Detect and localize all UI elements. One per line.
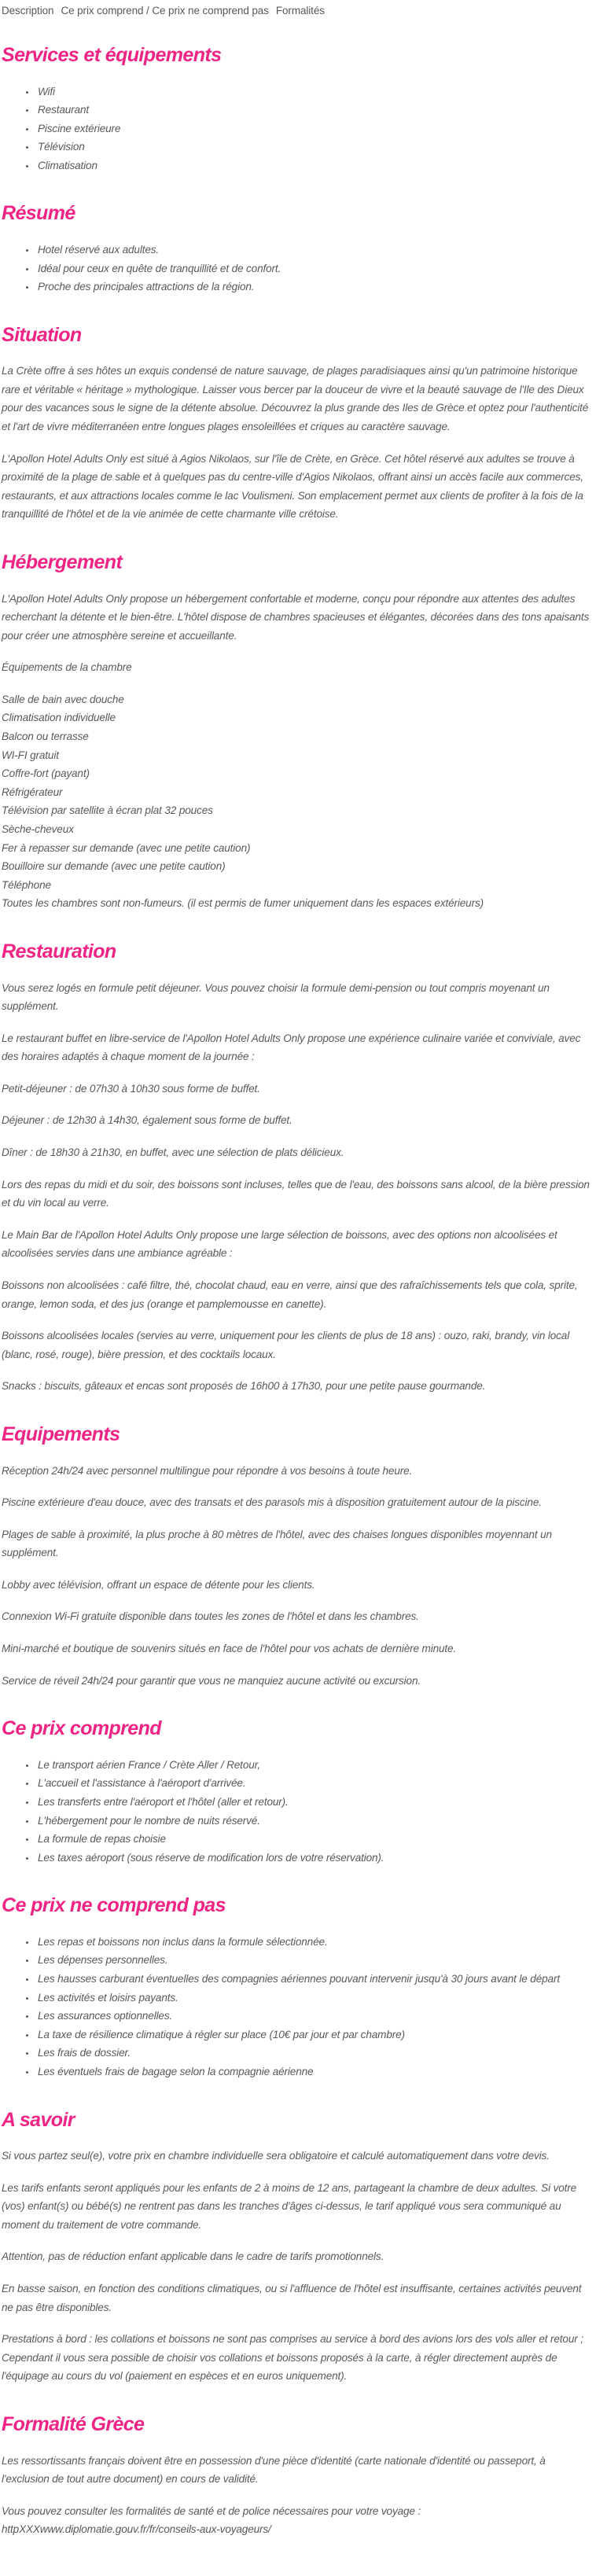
list-item: • Les hausses carburant éventuelles des compagnies aériennes pouvant intervenir jusqu'à 30 jours avant le départ	[36, 1970, 594, 1989]
paragraph: Attention, pas de réduction enfant applicable dans le cadre de tarifs promotionnels.	[2, 2250, 384, 2263]
list-item: • Proche des principales attractions de la région.	[36, 278, 594, 296]
paragraph: Vous serez logés en formule petit déjeuner. Vous pouvez choisir la formule demi-pension ou tout compris moyenant un supplément.	[2, 981, 550, 1013]
list-item: • L'accueil et l'assistance à l'aéroport d'arrivée.	[36, 1774, 594, 1793]
section-title-equipements: Equipements	[2, 1423, 120, 1445]
tab-description[interactable]: Description	[2, 5, 54, 17]
consult-text: Vous pouvez consulter les formalités de santé et de police nécessaires pour votre voyage :	[2, 2504, 421, 2517]
tab-formalites[interactable]: Formalités	[275, 5, 325, 17]
room-equipment-subheading: Équipements de la chambre	[2, 661, 132, 674]
section-resume	[2, 203, 594, 296]
paragraph: Le Main Bar de l'Apollon Hotel Adults Only propose une large sélection de boissons, avec des options non alcoolisées et alcoolisées servies dans une ambiance agréable :	[2, 1228, 557, 1260]
list-item: • La taxe de résilience climatique à régler sur place (10€ par jour et par chambre)	[36, 2026, 594, 2044]
list-item: Balcon ou terrasse	[2, 730, 89, 743]
paragraph: Dîner : de 18h30 à 21h30, en buffet, avec une sélection de plats délicieux.	[2, 1146, 344, 1159]
paragraph: Lors des repas du midi et du soir, des boissons sont incluses, telles que de l'eau, des boissons sans alcool, de la bière pression et du vin local au verre.	[2, 1178, 590, 1209]
list-item: • Les activités et loisirs payants.	[36, 1989, 594, 2007]
section-title-services: Services et équipements	[2, 44, 222, 66]
list-item: Coffre-fort (payant)	[2, 767, 90, 780]
section-title-prix-comprend: Ce prix comprend	[2, 1717, 161, 1740]
section-equipements	[2, 1424, 594, 1690]
list-item: Salle de bain avec douche	[2, 693, 124, 705]
list-item: • Wifi	[36, 83, 594, 101]
list-item: • Les dépenses personnelles.	[36, 1951, 594, 1970]
paragraph: Prestations à bord : les collations et boissons ne sont pas comprises au service à bord des avions lors des vols aller et retour ; Cependant il vous sera possible de choisir vos collations et boissons proposés à la carte, à régler directement auprès de l'équipage au cours du vol (paiement en espèces et en euros uniquement).	[2, 2333, 583, 2383]
section-formalite-grece	[2, 2414, 594, 2539]
paragraph: Snacks : biscuits, gâteaux et encas sont proposés de 16h00 à 17h30, pour une petite pause gourmande.	[2, 1380, 486, 1393]
travel-advice-url[interactable]: httpXXXwww.diplomatie.gouv.fr/fr/conseils-aux-voyageurs/	[2, 2523, 271, 2536]
paragraph: La Crète offre à ses hôtes un exquis condensé de nature sauvage, de plages paradisiaques ainsi qu'un patrimoine historique rare et véritable « héritage » mythologique. Laisser vous bercer par la douceur de vivre et la beauté sauvage de l'Ile des Dieux pour des vacances sous le signe de la détente absolue. Découvrez la plus grande des Iles de Grèce et optez pour l'authenticité et l'art de vivre méditerranéen entre longues plages ensoleillées et criques au caractère sauvage.	[2, 365, 589, 433]
paragraph: Le restaurant buffet en libre-service de l'Apollon Hotel Adults Only propose une expérience culinaire variée et conviviale, avec des horaires adaptés à chaque moment de la journée :	[2, 1032, 581, 1063]
services-list	[2, 83, 594, 175]
paragraph: Plages de sable à proximité, la plus proche à 80 mètres de l'hôtel, avec des chaises longues disponibles moyennant un supplément.	[2, 1528, 552, 1559]
paragraph: Mini-marché et boutique de souvenirs situés en face de l'hôtel pour vos achats de dernière minute.	[2, 1643, 457, 1655]
paragraph: Petit-déjeuner : de 07h30 à 10h30 sous forme de buffet.	[2, 1082, 260, 1095]
section-prix-comprend	[2, 1718, 594, 1867]
section-title-situation: Situation	[2, 323, 82, 346]
section-title-prix-ne-comprend-pas: Ce prix ne comprend pas	[2, 1894, 226, 1917]
paragraph: Les ressortissants français doivent être en possession d'une pièce d'identité (carte nationale d'identité ou passeport, à l'exclusion de tout autre document) en cours de validité.	[2, 2454, 546, 2486]
list-item: Bouilloire sur demande (avec une petite caution)	[2, 860, 226, 873]
section-restauration	[2, 941, 594, 1396]
list-item: Téléphone	[2, 878, 51, 891]
list-item: • Le transport aérien France / Crète Aller / Retour,	[36, 1756, 594, 1775]
paragraph: L'Apollon Hotel Adults Only propose un hébergement confortable et moderne, conçu pour répondre aux attentes des adultes recherchant la détente et le bien-être. L'hôtel dispose de chambres spacieuses et élégantes, décorées dans des tons apaisants pour créer une atmosphère sereine et accueillante.	[2, 592, 590, 642]
list-item: • Les transferts entre l'aéroport et l'hôtel (aller et retour).	[36, 1793, 594, 1812]
list-item: • Les éventuels frais de bagage selon la compagnie aérienne	[36, 2063, 594, 2081]
list-item: • Climatisation	[36, 156, 594, 175]
section-a-savoir	[2, 2110, 594, 2386]
paragraph: Lobby avec télévision, offrant un espace de détente pour les clients.	[2, 1578, 315, 1591]
room-equipment-list	[2, 690, 594, 913]
list-item: • Les assurances optionnelles.	[36, 2007, 594, 2026]
section-title-a-savoir: A savoir	[2, 2108, 75, 2131]
list-item: • L'hébergement pour le nombre de nuits réservé.	[36, 1812, 594, 1831]
list-item: Télévision par satellite à écran plat 32 pouces	[2, 804, 213, 817]
resume-list	[2, 241, 594, 296]
paragraph: Déjeuner : de 12h30 à 14h30, également sous forme de buffet.	[2, 1114, 292, 1127]
paragraph: L'Apollon Hotel Adults Only est situé à Agios Nikolaos, sur l'île de Crète, en Grèce. Cet hôtel réservé aux adultes se trouve à proximité de la plage de sable et à quelques pas du centre-ville d'Agios Nikolaos, offrant ainsi un accès facile aux commerces, restaurants, et aux attractions locales comme le lac Voulismeni. Son emplacement permet aux clients de profiter à la fois de la tranquillité de l'hôtel et de la vie animée de cette charmante ville crétoise.	[2, 452, 583, 521]
paragraph: Service de réveil 24h/24 pour garantir que vous ne manquiez aucune activité ou excursion.	[2, 1674, 421, 1687]
list-item: • Télévision	[36, 138, 594, 156]
paragraph-consult	[2, 2502, 594, 2539]
list-item: Climatisation individuelle	[2, 712, 116, 724]
paragraph: Boissons alcoolisées locales (servies au verre, uniquement pour les clients de plus de 18 ans) : ouzo, raki, brandy, vin local (blanc, rosé, rouge), bière pression, et des cocktails locaux.	[2, 1330, 570, 1360]
paragraph: Si vous partez seul(e), votre prix en chambre individuelle sera obligatoire et calculé automatiquement dans votre devis.	[2, 2150, 550, 2162]
list-item: Réfrigérateur	[2, 786, 63, 798]
list-item: Toutes les chambres sont non-fumeurs. (il est permis de fumer uniquement dans les espaces extérieurs)	[2, 897, 484, 910]
section-prix-ne-comprend-pas	[2, 1895, 594, 2081]
paragraph: Boissons non alcoolisées : café filtre, thé, chocolat chaud, eau en verre, ainsi que des rafraîchissements tels que cola, sprite, orange, lemon soda, et des jus (orange et pamplemousse en canette).	[2, 1279, 578, 1310]
section-situation	[2, 325, 594, 524]
section-title-restauration: Restauration	[2, 940, 116, 962]
description-tabs	[2, 5, 594, 17]
paragraph: Réception 24h/24 avec personnel multilingue pour répondre à vos besoins à toute heure.	[2, 1464, 413, 1477]
tab-prix-comprend[interactable]: Ce prix comprend / Ce prix ne comprend pas	[61, 5, 269, 17]
section-title-hebergement: Hébergement	[2, 551, 123, 573]
list-item: • Restaurant	[36, 101, 594, 120]
list-item: • Les frais de dossier.	[36, 2044, 594, 2063]
prix-comprend-list	[2, 1756, 594, 1868]
list-item: Fer à repasser sur demande (avec une petite caution)	[2, 841, 251, 854]
paragraph: Piscine extérieure d'eau douce, avec des transats et des parasols mis à disposition gratuitement autour de la piscine.	[2, 1496, 542, 1509]
list-item: • Les taxes aéroport (sous réserve de modification lors de votre réservation).	[36, 1849, 594, 1868]
list-item: Sèche-cheveux	[2, 823, 74, 836]
list-item: • Idéal pour ceux en quête de tranquillité et de confort.	[36, 259, 594, 278]
list-item: • Piscine extérieure	[36, 120, 594, 138]
paragraph: Les tarifs enfants seront appliqués pour les enfants de 2 à moins de 12 ans, partageant la chambre de deux adultes. Si votre (vos) enfant(s) ou bébé(s) ne rentrent pas dans les tranches d'âges ci-dessus, le tarif appliqué vous sera communiqué au moment du traitement de votre commande.	[2, 2181, 577, 2231]
list-item: • La formule de repas choisie	[36, 1830, 594, 1849]
section-services	[2, 45, 594, 175]
list-item: WI-FI gratuit	[2, 749, 59, 761]
section-hebergement	[2, 552, 594, 913]
prix-ne-comprend-pas-list	[2, 1933, 594, 2081]
section-title-resume: Résumé	[2, 202, 75, 225]
section-title-formalite-grece: Formalité Grèce	[2, 2413, 145, 2435]
paragraph: En basse saison, en fonction des conditions climatiques, ou si l'affluence de l'hôtel est insuffisante, certaines activités peuvent ne pas être disponibles.	[2, 2283, 582, 2313]
list-item: • Hotel réservé aux adultes.	[36, 241, 594, 259]
list-item: • Les repas et boissons non inclus dans la formule sélectionnée.	[36, 1933, 594, 1952]
paragraph: Connexion Wi-Fi gratuite disponible dans toutes les zones de l'hôtel et dans les chambres.	[2, 1610, 419, 1623]
